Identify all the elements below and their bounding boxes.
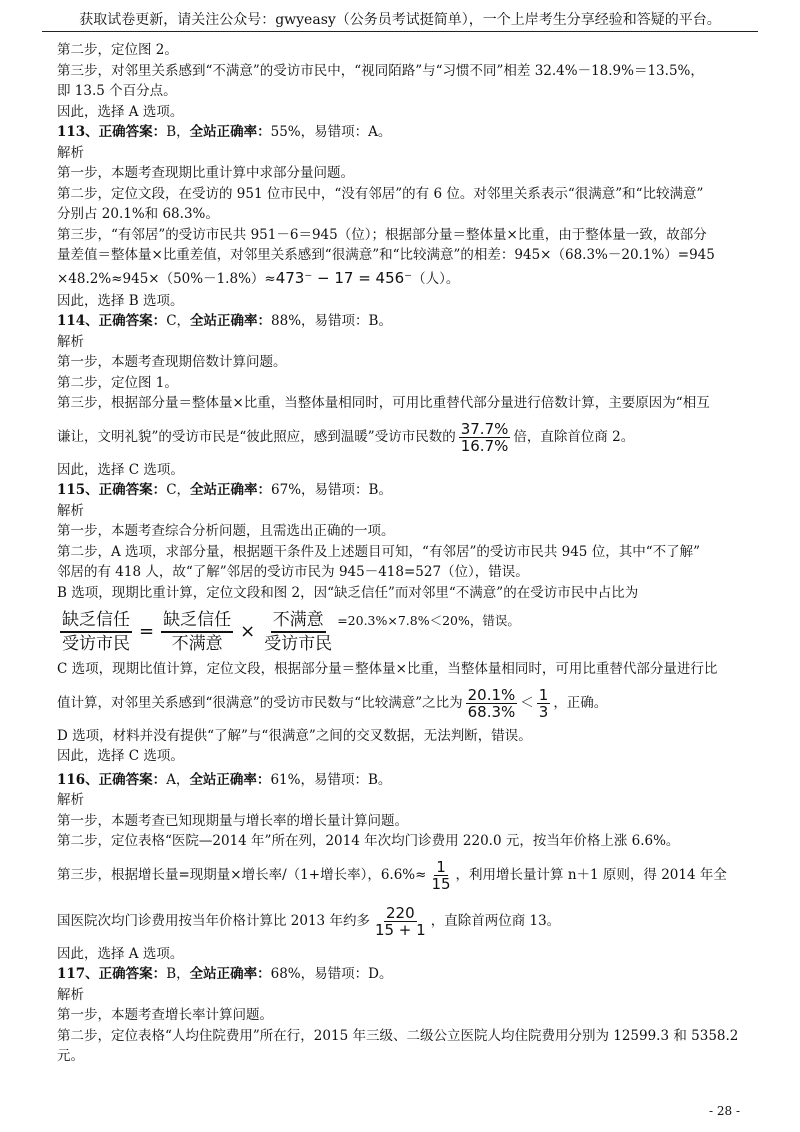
- question-116-answer-heading: [57, 770, 757, 791]
- analysis-label: 解析: [57, 144, 84, 161]
- fraction-numerator: 37.7%: [460, 419, 509, 438]
- fraction-denominator: 68.3%: [467, 702, 516, 721]
- text-line: D 选项，材料并没有提供“了解”与“很满意”之间的交叉数据，无法判断，错误。: [57, 727, 532, 744]
- page-header: [0, 0, 800, 36]
- rate-label: 全站正确率：: [190, 482, 272, 498]
- text-span: 值计算，对邻里关系感到“很满意”的受访市民数与“比较满意”之比为: [57, 694, 463, 711]
- text-line: 第二步，定位图 2。: [57, 42, 178, 58]
- fraction-numerator: 不满意: [271, 609, 326, 633]
- text-line: 第二步，定位图 1。: [57, 374, 178, 391]
- text-line: 第三步，对邻里关系感到“不满意”的受访市民中，“视同陌路”与“习惯不同”相差 32.4%－18.9%＝13.5%，: [57, 62, 704, 79]
- fraction-denominator: 不满意: [171, 634, 223, 654]
- header-divider: [42, 31, 758, 32]
- text-line: 第二步，定位表格“医院—2014 年”所在列，2014 年次均门诊费用 220.0 元，按当年价格上涨 6.6%。: [57, 833, 680, 849]
- text-line: 因此，选择 A 选项。: [57, 103, 184, 120]
- text-line: 第一步，本题考查已知现期量与增长率的增长量计算问题。: [57, 812, 408, 829]
- text-line: [57, 898, 757, 944]
- answer-value: C，: [166, 313, 191, 329]
- text-span: ，直除首两位商 13。: [430, 912, 561, 929]
- fraction: [459, 421, 511, 454]
- answer-value: A，: [166, 771, 190, 788]
- answer-label: 117、正确答案：: [57, 966, 167, 982]
- text-line: 第二步，定位表格“人均住院费用”所在行，2015 年三级、二级公立医院人均住院费用分别为 12599.3 和 5358.2: [57, 1027, 739, 1044]
- rate-label: 全站正确率：: [189, 771, 271, 788]
- fraction-numerator: 缺乏信任: [161, 609, 233, 633]
- fraction-denominator: 受访市民: [264, 634, 333, 654]
- fraction-denominator: 3: [538, 702, 549, 721]
- rate-label: 全站正确率：: [190, 313, 272, 329]
- fraction-numerator: 220: [386, 903, 415, 922]
- text-line: 元。: [57, 1048, 84, 1064]
- answer-value: B，: [166, 124, 190, 140]
- text-span: =20.3%×7.8%＜20%，错误。: [337, 613, 520, 628]
- answer-label: 116、正确答案：: [57, 771, 167, 788]
- answer-label: 115、正确答案：: [57, 482, 167, 498]
- fraction: [161, 609, 233, 655]
- question-115-answer-heading: [57, 480, 757, 501]
- question-117-answer-heading: [57, 964, 757, 985]
- text-line: [57, 603, 757, 655]
- question-113-answer-heading: [57, 122, 757, 143]
- rate-value: 55%，易错项：A。: [270, 124, 392, 140]
- text-line: 第二步，A 选项，求部分量，根据题干条件及上述题目可知，“有邻居”的受访市民共 945 位，其中“不了解”: [57, 543, 700, 560]
- text-line: [57, 414, 757, 460]
- text-line: 因此，选择 C 选项。: [57, 748, 184, 764]
- text-line: C 选项，现期比值计算，定位文段，根据部分量＝整体量×比重，当整体量相同时，可用比重替代部分量进行比: [57, 661, 718, 677]
- rate-label: 全站正确率：: [189, 966, 271, 982]
- rate-value: 68%，易错项：D。: [270, 966, 393, 982]
- analysis-label: 解析: [57, 502, 84, 519]
- text-span: 国医院次均门诊费用按当年价格计算比 2013 年约多: [57, 912, 370, 929]
- text-line: 第一步，本题考查现期比重计算中求部分量问题。: [57, 165, 354, 181]
- text-span: 谦让，文明礼貌”的受访市民是“彼此照应，感到温暖”受访市民数的: [57, 428, 456, 445]
- text-span: 倍，直除首位商 2。: [513, 428, 635, 445]
- text-line: 第一步，本题考查增长率计算问题。: [57, 1007, 273, 1023]
- fraction-numerator: 1: [436, 857, 446, 876]
- fraction-denominator: 受访市民: [62, 634, 130, 654]
- fraction-denominator: 15: [431, 874, 451, 893]
- fraction-numerator: 缺乏信任: [60, 609, 132, 633]
- fraction: [429, 859, 452, 892]
- text-line: 第三步，“有邻居”的受访市民共 951－6＝945（位）；根据部分量＝整体量×比重，由于整体量一致，故部分: [57, 226, 707, 243]
- text-line: 第一步，本题考查综合分析问题，且需选出正确的一项。: [57, 523, 395, 539]
- fraction-numerator: 1: [538, 685, 549, 704]
- fraction: [373, 905, 428, 938]
- rate-value: 88%，易错项：B。: [271, 313, 392, 329]
- rate-value: 61%，易错项：B。: [270, 771, 392, 788]
- fraction-denominator: 15 + 1: [374, 920, 426, 939]
- math-expression: 473⁻ − 17 = 456⁻: [275, 268, 413, 287]
- analysis-label: 解析: [57, 792, 84, 808]
- answer-value: B，: [166, 966, 190, 982]
- document-body: [57, 40, 757, 1067]
- times-sign: ×: [240, 621, 256, 642]
- text-line: B 选项，现期比重计算，定位文段和图 2，因“缺乏信任”而对邻里“不满意”的在受访市民中占比为: [57, 584, 639, 601]
- ratio-formula: [57, 609, 337, 655]
- text-line: [57, 852, 757, 898]
- equals-sign: =: [139, 621, 155, 642]
- text-span: ×48.2%≈945×（50%－1.8%）≈: [57, 270, 276, 287]
- text-line: 第三步，根据部分量＝整体量×比重，当整体量相同时，可用比重替代部分量进行倍数计算，主要原因为“相互: [57, 395, 710, 411]
- rate-value: 67%，易错项：B。: [271, 482, 392, 498]
- fraction-denominator: 16.7%: [460, 436, 509, 455]
- fraction: [60, 609, 132, 655]
- text-line: 因此，选择 B 选项。: [57, 292, 184, 309]
- analysis-label: 解析: [57, 986, 84, 1003]
- text-line: 第一步，本题考查现期倍数计算问题。: [57, 354, 287, 370]
- answer-value: C，: [166, 482, 191, 498]
- text-span: （人）。: [412, 270, 460, 287]
- fraction-numerator: 20.1%: [467, 685, 516, 704]
- text-line: [57, 680, 757, 726]
- text-line: 分别占 20.1%和 68.3%。: [57, 206, 219, 222]
- text-line: 量差值＝整体量×比重差值，对邻里关系感到“很满意”和“比较满意”的相差：945×（68.3%－20.1%）=945: [57, 247, 715, 263]
- text-line: 因此，选择 C 选项。: [57, 461, 184, 478]
- text-line: 即 13.5 个百分点。: [57, 83, 177, 99]
- text-line: [57, 266, 757, 291]
- answer-label: 113、正确答案：: [57, 124, 167, 140]
- text-line: 邻居的有 418 人，故“了解”邻居的受访市民为 945－418=527（位），错误。: [57, 564, 529, 580]
- fraction: [262, 609, 334, 655]
- text-line: 因此，选择 A 选项。: [57, 945, 184, 962]
- question-114-answer-heading: [57, 311, 757, 332]
- fraction: [537, 687, 551, 720]
- analysis-label: 解析: [57, 333, 84, 350]
- rate-label: 全站正确率：: [189, 124, 271, 140]
- header-notice: 获取试卷更新，请关注公众号：gwyeasy（公务员考试挺简单），一个上岸考生分享经验和答疑的平台。: [79, 12, 721, 28]
- text-span: ，正确。: [553, 694, 608, 711]
- text-span: 第三步，根据增长量=现期量×增长率/（1+增长率），6.6%≈: [57, 866, 427, 883]
- text-line: 第二步，定位文段，在受访的 951 位市民中，“没有邻居”的有 6 位。对邻里关系表示“很满意”和“比较满意”: [57, 185, 704, 202]
- fraction: [466, 687, 518, 720]
- text-span: ，利用增长量计算 n＋1 原则，得 2014 年全: [455, 866, 727, 883]
- page-number: - 28 -: [708, 1104, 740, 1118]
- answer-label: 114、正确答案：: [57, 313, 167, 329]
- less-than-sign: ＜: [520, 694, 534, 711]
